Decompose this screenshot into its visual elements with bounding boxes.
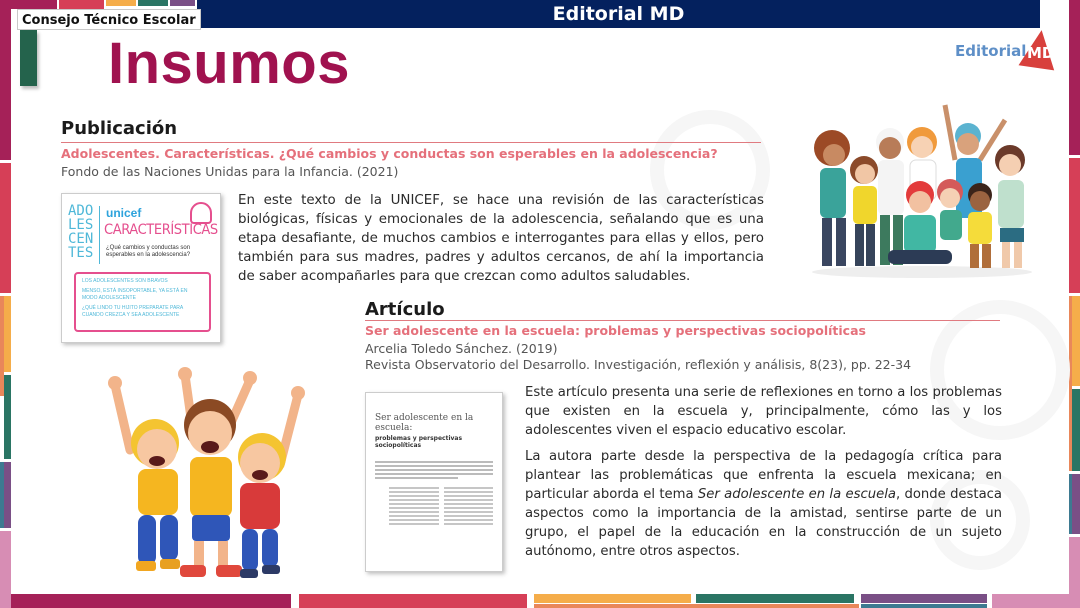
cover-side-word: ADO LES CEN TES	[68, 203, 94, 261]
publication-divider	[61, 142, 761, 143]
group-of-teenagers-illustration	[800, 100, 1045, 280]
frame-stripe	[861, 594, 987, 603]
unicef-publication-cover[interactable]	[61, 193, 221, 343]
frame-stripe	[0, 0, 57, 9]
frame-stripe	[4, 296, 11, 372]
article-author: Arcelia Toledo Sánchez. (2019)	[365, 341, 558, 356]
editorial-md-logo	[955, 30, 1060, 70]
frame-stripe	[1072, 474, 1080, 534]
article-paragraph-2-end: , donde destaca aspectos como la importancia de la amistad, sentirse parte de un grupo, el papel de la educación en la construcción de un sujeto autónomo, entre otros aspectos.	[525, 487, 1003, 559]
article-summary	[525, 383, 1002, 568]
frame-stripe	[1072, 389, 1080, 471]
frame-stripe	[59, 0, 104, 9]
green-accent-tab	[20, 30, 37, 86]
frame-stripe	[992, 594, 1080, 608]
article-cover-columns	[375, 487, 493, 527]
article-journal: Revista Observatorio del Desarrollo. Investigación, reflexión y análisis, 8(23), pp. 22-34	[365, 357, 912, 372]
frame-stripe	[1069, 158, 1080, 293]
article-cover-subtitle: problemas y perspectivas sociopolíticas	[375, 435, 463, 449]
publication-summary-text: En este texto de la UNICEF, se hace una revisión de las características biológicas, físicas y emocionales de la adolescencia, señalando que es una etapa desafiante, de muchos cambios e interrogantes para ellas y ellos, pero también para sus madres, padres y adultos cercanos, de ahí la importancia de saber acompañarles para que crezcan como adultos saludables.	[238, 193, 764, 284]
three-cheering-kids-illustration	[100, 365, 315, 587]
frame-stripe	[1072, 296, 1080, 386]
frame-stripe	[4, 375, 11, 459]
article-title: Ser adolescente en la escuela: problemas y perspectivas sociopolíticas	[365, 323, 866, 338]
frame-stripe	[696, 594, 854, 603]
cover-quotes-box	[74, 272, 211, 332]
frame-stripe	[11, 594, 291, 608]
frame-stripe	[138, 0, 168, 6]
article-cover-abstract	[375, 461, 493, 479]
logo-mark: MD	[1027, 44, 1055, 62]
people-icon	[190, 202, 212, 224]
frame-stripe	[0, 531, 11, 608]
frame-stripe	[106, 0, 136, 6]
logo-text: Editorial	[955, 42, 1027, 60]
article-cover-title: Ser adolescente en la escuela:	[375, 413, 474, 433]
page-title: Insumos	[108, 31, 350, 96]
article-divider	[365, 320, 1000, 321]
publication-heading: Publicación	[61, 118, 178, 139]
article-paragraph-2-italic: Ser adolescente en la escuela	[697, 487, 896, 502]
frame-stripe	[0, 0, 11, 160]
article-paragraph-2-start: La autora parte desde la perspectiva de la pedagogía crítica para plantear las problemáticas que enfrenta la escuela mexicana; en particular aborda el tema	[525, 449, 1002, 502]
teenagers-icon	[800, 100, 1045, 280]
publication-summary	[238, 191, 764, 293]
cover-subtitle: ¿Qué cambios y conductas son esperables en la adolescencia?	[106, 245, 191, 258]
frame-stripe	[4, 462, 11, 528]
publication-title: Adolescentes. Características. ¿Qué cambios y conductas son esperables en la adolescencia?	[61, 146, 718, 161]
cover-quote: ¿QUÉ LINDO TU HIJITO PREPARATE PARA CUANDO CREZCA Y SEA ADOLESCENTE	[82, 305, 183, 318]
article-heading: Artículo	[365, 299, 445, 320]
publication-source: Fondo de las Naciones Unidas para la Infancia. (2021)	[61, 164, 399, 179]
article-cover-thumbnail[interactable]	[365, 392, 503, 572]
frame-stripe	[170, 0, 195, 6]
article-paragraph-1: Este artículo presenta una serie de reflexiones en torno a los problemas que existen en la escuela y, principalmente, cómo las y los adolescentes viven el espacio educativo escolar.	[525, 385, 1002, 438]
frame-stripe	[299, 594, 527, 608]
cover-headline: CARACTERÍSTICAS	[104, 222, 218, 238]
cover-quote: LOS ADOLESCENTES SON BRAVOS	[82, 278, 168, 284]
frame-stripe	[0, 163, 11, 293]
frame-stripe	[534, 594, 691, 603]
banner-title: Editorial MD	[552, 3, 685, 25]
cover-quote: MENSO, ESTÁ INSOPORTABLE, YA ESTÁ EN MODO ADOLESCENTE	[82, 288, 188, 301]
cheering-kids-icon	[100, 365, 315, 587]
frame-stripe	[534, 604, 859, 608]
frame-stripe	[861, 604, 987, 608]
council-badge: Consejo Técnico Escolar	[17, 9, 201, 30]
unicef-brand: unicef	[106, 206, 142, 220]
article-paragraph-2	[525, 447, 1002, 561]
frame-stripe	[1069, 0, 1080, 155]
top-banner	[197, 0, 1040, 28]
cover-divider	[99, 206, 100, 264]
